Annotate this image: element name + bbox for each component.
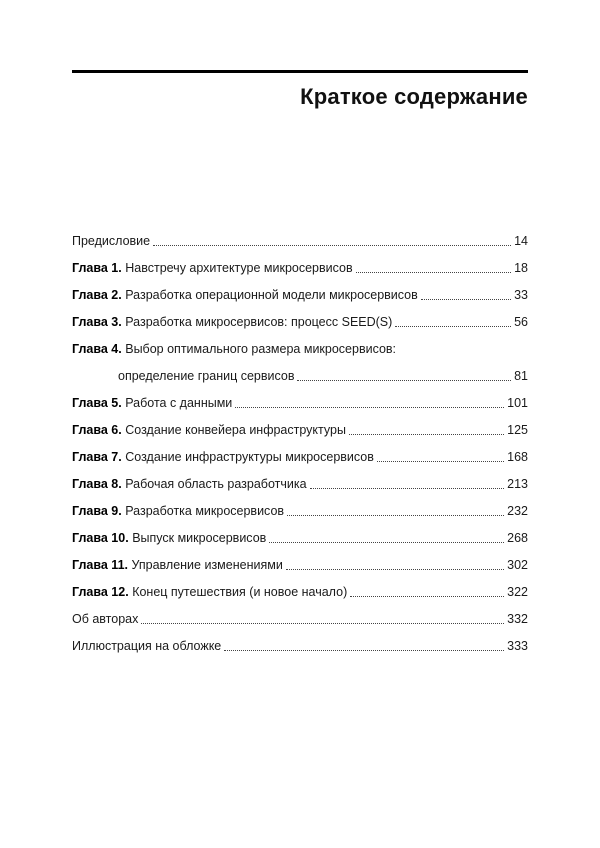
dot-leader <box>287 515 504 516</box>
page-number: 332 <box>507 612 528 626</box>
entry-label <box>72 556 283 574</box>
entry-line-1 <box>72 340 528 358</box>
entry-label <box>72 394 232 412</box>
chapter-number: Глава 3. <box>72 315 122 329</box>
table-of-contents <box>72 232 528 655</box>
entry-title: Управление изменениями <box>131 558 283 572</box>
dot-leader <box>153 245 511 246</box>
entry-title: Создание конвейера инфраструктуры <box>125 423 346 437</box>
entry-label <box>72 340 396 358</box>
dot-leader <box>235 407 504 408</box>
entry-title: Разработка микросервисов: процесс SEED(S) <box>125 315 393 329</box>
dot-leader <box>377 461 504 462</box>
entry-label <box>72 421 346 439</box>
chapter-number: Глава 9. <box>72 504 122 518</box>
dot-leader <box>269 542 504 543</box>
entry-label <box>72 637 221 655</box>
toc-entry-chapter-9 <box>72 502 528 520</box>
entry-line-2 <box>72 367 528 385</box>
toc-entry-chapter-8 <box>72 475 528 493</box>
entry-title: Конец путешествия (и новое начало) <box>132 585 348 599</box>
dot-leader <box>349 434 504 435</box>
entry-label <box>72 232 150 250</box>
entry-title: Об авторах <box>72 612 139 626</box>
page-number: 18 <box>514 261 528 275</box>
toc-entry-chapter-7 <box>72 448 528 466</box>
entry-title: Навстречу архитектуре микросервисов <box>125 261 353 275</box>
page-number: 302 <box>507 558 528 572</box>
page-title: Краткое содержание <box>300 84 528 109</box>
page-number: 56 <box>514 315 528 329</box>
dot-leader <box>141 623 504 624</box>
toc-entry-chapter-3 <box>72 313 528 331</box>
page-number: 101 <box>507 396 528 410</box>
dot-leader <box>297 380 511 381</box>
entry-title-continued: определение границ сервисов <box>118 369 295 383</box>
toc-entry-authors <box>72 610 528 628</box>
entry-title: Иллюстрация на обложке <box>72 639 222 653</box>
entry-title: Работа с данными <box>125 396 233 410</box>
page-number: 168 <box>507 450 528 464</box>
entry-title: Предисловие <box>72 234 151 248</box>
dot-leader <box>310 488 505 489</box>
entry-title: Выбор оптимального размера микросервисов: <box>125 342 397 356</box>
chapter-number: Глава 7. <box>72 450 122 464</box>
toc-entry-chapter-5 <box>72 394 528 412</box>
entry-label <box>72 610 138 628</box>
chapter-number: Глава 11. <box>72 558 128 572</box>
page-number: 81 <box>514 369 528 383</box>
page-number: 322 <box>507 585 528 599</box>
page-number: 333 <box>507 639 528 653</box>
chapter-number: Глава 10. <box>72 531 129 545</box>
entry-label <box>72 259 353 277</box>
page-number: 213 <box>507 477 528 491</box>
entry-title: Разработка микросервисов <box>125 504 285 518</box>
entry-label <box>72 529 266 547</box>
dot-leader <box>395 326 511 327</box>
entry-label <box>72 286 418 304</box>
entry-title: Выпуск микросервисов <box>132 531 267 545</box>
entry-label <box>72 448 374 466</box>
toc-entry-chapter-12 <box>72 583 528 601</box>
dot-leader <box>224 650 504 651</box>
chapter-number: Глава 2. <box>72 288 122 302</box>
dot-leader <box>356 272 511 273</box>
entry-title: Рабочая область разработчика <box>125 477 307 491</box>
page-number: 14 <box>514 234 528 248</box>
chapter-number: Глава 8. <box>72 477 122 491</box>
chapter-number: Глава 6. <box>72 423 122 437</box>
toc-entry-chapter-6 <box>72 421 528 439</box>
toc-entry-chapter-2 <box>72 286 528 304</box>
toc-entry-chapter-10 <box>72 529 528 547</box>
chapter-number: Глава 4. <box>72 342 122 356</box>
chapter-number: Глава 12. <box>72 585 129 599</box>
page-number: 33 <box>514 288 528 302</box>
toc-entry-preface <box>72 232 528 250</box>
entry-label <box>72 583 347 601</box>
dot-leader <box>421 299 511 300</box>
page-number: 232 <box>507 504 528 518</box>
dot-leader <box>350 596 504 597</box>
entry-title: Создание инфраструктуры микросервисов <box>125 450 374 464</box>
entry-label <box>72 475 307 493</box>
page-number: 268 <box>507 531 528 545</box>
horizontal-rule <box>72 70 528 73</box>
chapter-number: Глава 1. <box>72 261 122 275</box>
toc-entry-chapter-4 <box>72 340 528 385</box>
page-number: 125 <box>507 423 528 437</box>
chapter-number: Глава 5. <box>72 396 122 410</box>
toc-entry-cover-illustration <box>72 637 528 655</box>
toc-entry-chapter-1 <box>72 259 528 277</box>
entry-label <box>72 313 392 331</box>
entry-title: Разработка операционной модели микросервисов <box>125 288 418 302</box>
dot-leader <box>286 569 504 570</box>
toc-entry-chapter-11 <box>72 556 528 574</box>
entry-label <box>72 502 284 520</box>
